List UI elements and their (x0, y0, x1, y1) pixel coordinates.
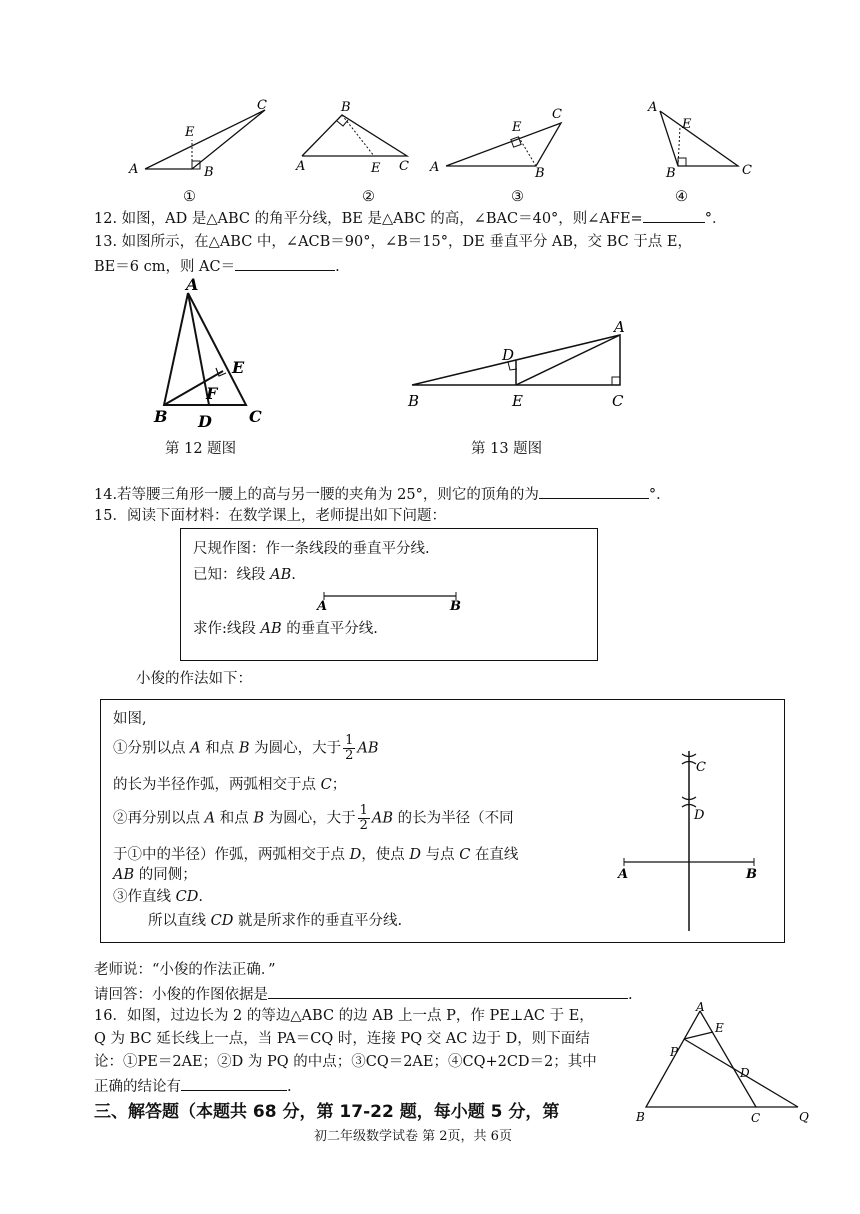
label-e: E (371, 161, 381, 176)
label-e: E (682, 117, 692, 132)
label-q: Q (799, 1110, 809, 1124)
box2-line7 (113, 888, 203, 906)
question-16-line2: Q 为 BC 延长线上一点，当 PA＝CQ 时，连接 PQ 交 AC 边于 D，则下面结 (94, 1031, 590, 1047)
box2-line6 (113, 866, 197, 884)
box2-line1: 如图, (113, 711, 147, 727)
answer-blank[interactable] (643, 208, 705, 223)
q15-ask-text: 请回答：小俊的作图依据是 (94, 987, 268, 1003)
box1-line1: 尺规作图：作一条线段的垂直平分线. (193, 541, 430, 557)
text: ③作直线 (113, 889, 176, 905)
caption-3: ③ (511, 189, 524, 205)
label-d: D (198, 412, 212, 430)
label-b: B (535, 166, 545, 180)
text: 于①中的半径）作弧，两弧相交于点 (113, 847, 350, 863)
box2-line4 (113, 804, 514, 833)
box1-line2-ab: AB (270, 567, 292, 583)
label-b: B (666, 166, 676, 180)
label-c: C (751, 1111, 761, 1125)
caption-4: ④ (675, 189, 688, 205)
question-12 (94, 208, 726, 228)
question-15-intro: 15．阅读下面材料：在数学课上，老师提出如下问题： (94, 508, 446, 524)
text: 和点 (215, 810, 254, 827)
text: ； (331, 777, 347, 793)
label-e: E (512, 392, 523, 410)
label-a: A (186, 276, 199, 294)
text: C (320, 777, 332, 793)
figure-1 (125, 98, 275, 180)
page-footer: 初二年级数学试卷 第 2页，共 6页 (314, 1129, 512, 1144)
construction-figure (610, 745, 770, 935)
segment-ab (310, 588, 470, 614)
box1-line3-pre: 求作:线段 (193, 621, 261, 637)
figure-16 (632, 1000, 812, 1126)
text: 所以直线 (148, 913, 211, 929)
text: C (459, 847, 471, 863)
question-16-line3: 论：①PE＝2AE；②D 为 PQ 的中点；③CQ＝2AE；④CQ+2CD＝2；其中 (94, 1054, 597, 1070)
label-b: B (204, 165, 214, 180)
label-a: A (648, 100, 658, 115)
teacher-remark: 老师说：“小俊的作法正确．” (94, 962, 276, 978)
text: A (204, 810, 216, 827)
text: ①分别以点 (113, 740, 191, 757)
text: 为圆心，大于 (249, 740, 342, 757)
label-d: D (740, 1066, 750, 1080)
text: 和点 (200, 740, 239, 757)
box1-line2-pre: 已知：线段 (193, 567, 271, 583)
text: AB (113, 867, 135, 883)
label-a: A (618, 867, 629, 882)
label-a: A (430, 160, 440, 175)
caption-13: 第 13 题图 (471, 441, 543, 457)
q12-text: 12. 如图，AD 是△ABC 的角平分线，BE 是△ABC 的高，∠BAC＝40°，则∠AFE= (94, 211, 643, 227)
caption-12: 第 12 题图 (165, 441, 237, 457)
text: CD (175, 889, 199, 905)
box1-line3-ab: AB (260, 621, 282, 637)
label-c: C (612, 392, 624, 410)
label-c: C (249, 407, 262, 426)
box1-line3-post: 的垂直平分线. (281, 621, 378, 637)
section-heading: 三、解答题（本题共 68 分，第 17-22 题，每小题 5 分，第 (94, 1102, 560, 1122)
text: 就是所求作的垂直平分线. (233, 913, 403, 929)
question-16-line1: 16．如图，过边长为 2 的等边△ABC 的边 AB 上一点 P，作 PE⊥AC 于 E， (94, 1008, 594, 1024)
label-e: E (232, 358, 245, 377)
text: 的同侧； (134, 867, 197, 883)
text: D (349, 847, 362, 863)
text: 与点 (421, 847, 460, 863)
text: B (253, 810, 264, 827)
question-16-line4 (94, 1076, 292, 1096)
label-c: C (399, 159, 409, 174)
label-b: B (636, 1110, 645, 1124)
label-c: C (696, 760, 706, 775)
answer-blank[interactable] (181, 1076, 287, 1091)
caption-2: ② (362, 189, 375, 205)
label-c: C (257, 98, 267, 113)
question-13-line1: 13. 如图所示，在△ABC 中，∠ACB＝90°，∠B＝15°，DE 垂直平分 AB，交 BC 于点 E， (94, 234, 692, 250)
label-a: A (296, 159, 306, 174)
text: AB (371, 810, 393, 827)
label-c: C (552, 107, 562, 122)
label-d: D (502, 346, 515, 364)
fraction-half (343, 734, 355, 763)
box2-line5 (113, 846, 518, 864)
label-e: E (185, 125, 195, 140)
label-d: D (694, 808, 705, 823)
box1-line2 (193, 566, 296, 584)
text: 为圆心，大于 (263, 810, 356, 827)
label-e: E (512, 120, 522, 135)
fraction-half (358, 804, 370, 833)
q15-ask-tail: . (628, 987, 633, 1003)
question-13-line2 (94, 256, 340, 276)
figure-4 (640, 98, 760, 180)
text: D (409, 847, 421, 863)
method-label: 小俊的作法如下： (136, 671, 252, 687)
numerator: 1 (345, 733, 354, 748)
label-b: B (450, 599, 461, 614)
denominator: 2 (359, 818, 368, 833)
label-a: A (129, 162, 139, 177)
text: 在直线 (470, 847, 519, 863)
label-a: A (317, 599, 328, 614)
figure-3 (428, 98, 578, 180)
denominator: 2 (345, 748, 354, 763)
answer-blank[interactable] (539, 484, 649, 499)
answer-blank[interactable] (268, 984, 628, 999)
box2-line2 (113, 734, 379, 763)
text: B (238, 740, 250, 757)
label-c: C (742, 163, 752, 178)
numerator: 1 (359, 803, 368, 818)
q13-tail: . (335, 259, 340, 275)
label-a: A (696, 1000, 705, 1014)
box2-line3 (113, 776, 346, 794)
q13-text: BE＝6 cm，则 AC＝ (94, 259, 236, 275)
figure-13 (400, 314, 640, 414)
q15-ask (94, 984, 633, 1004)
text: 的长为半径作弧，两弧相交于点 (113, 777, 321, 793)
label-a: A (614, 318, 625, 336)
q16-text: 正确的结论有 (94, 1079, 181, 1095)
label-e: E (715, 1021, 724, 1035)
text: A (190, 740, 201, 757)
label-p: P (670, 1045, 679, 1059)
question-14 (94, 484, 671, 504)
label-b: B (408, 392, 420, 410)
label-b: B (341, 100, 351, 115)
label-b: B (154, 407, 168, 426)
q14-text: 14.若等腰三角形一腰上的高与另一腰的夹角为 25°，则它的顶角的为 (94, 487, 539, 503)
label-b: B (746, 867, 757, 882)
text: CD (210, 913, 234, 929)
text: AB (357, 740, 379, 757)
box2-line8 (148, 912, 402, 930)
box1-line3 (193, 620, 378, 638)
text: . (198, 889, 203, 905)
text: 的长为半径（不同 (393, 810, 514, 827)
q14-tail: °． (648, 487, 671, 503)
label-f: F (206, 384, 218, 403)
figure-12 (150, 276, 270, 430)
q16-tail: . (287, 1079, 292, 1095)
caption-1: ① (183, 189, 196, 205)
figure-2 (292, 98, 422, 180)
box1-line2-post: . (291, 567, 296, 583)
q12-tail: °． (704, 211, 727, 227)
text: ②再分别以点 (113, 810, 205, 827)
answer-blank[interactable] (235, 256, 335, 271)
text: ，使点 (361, 847, 410, 863)
